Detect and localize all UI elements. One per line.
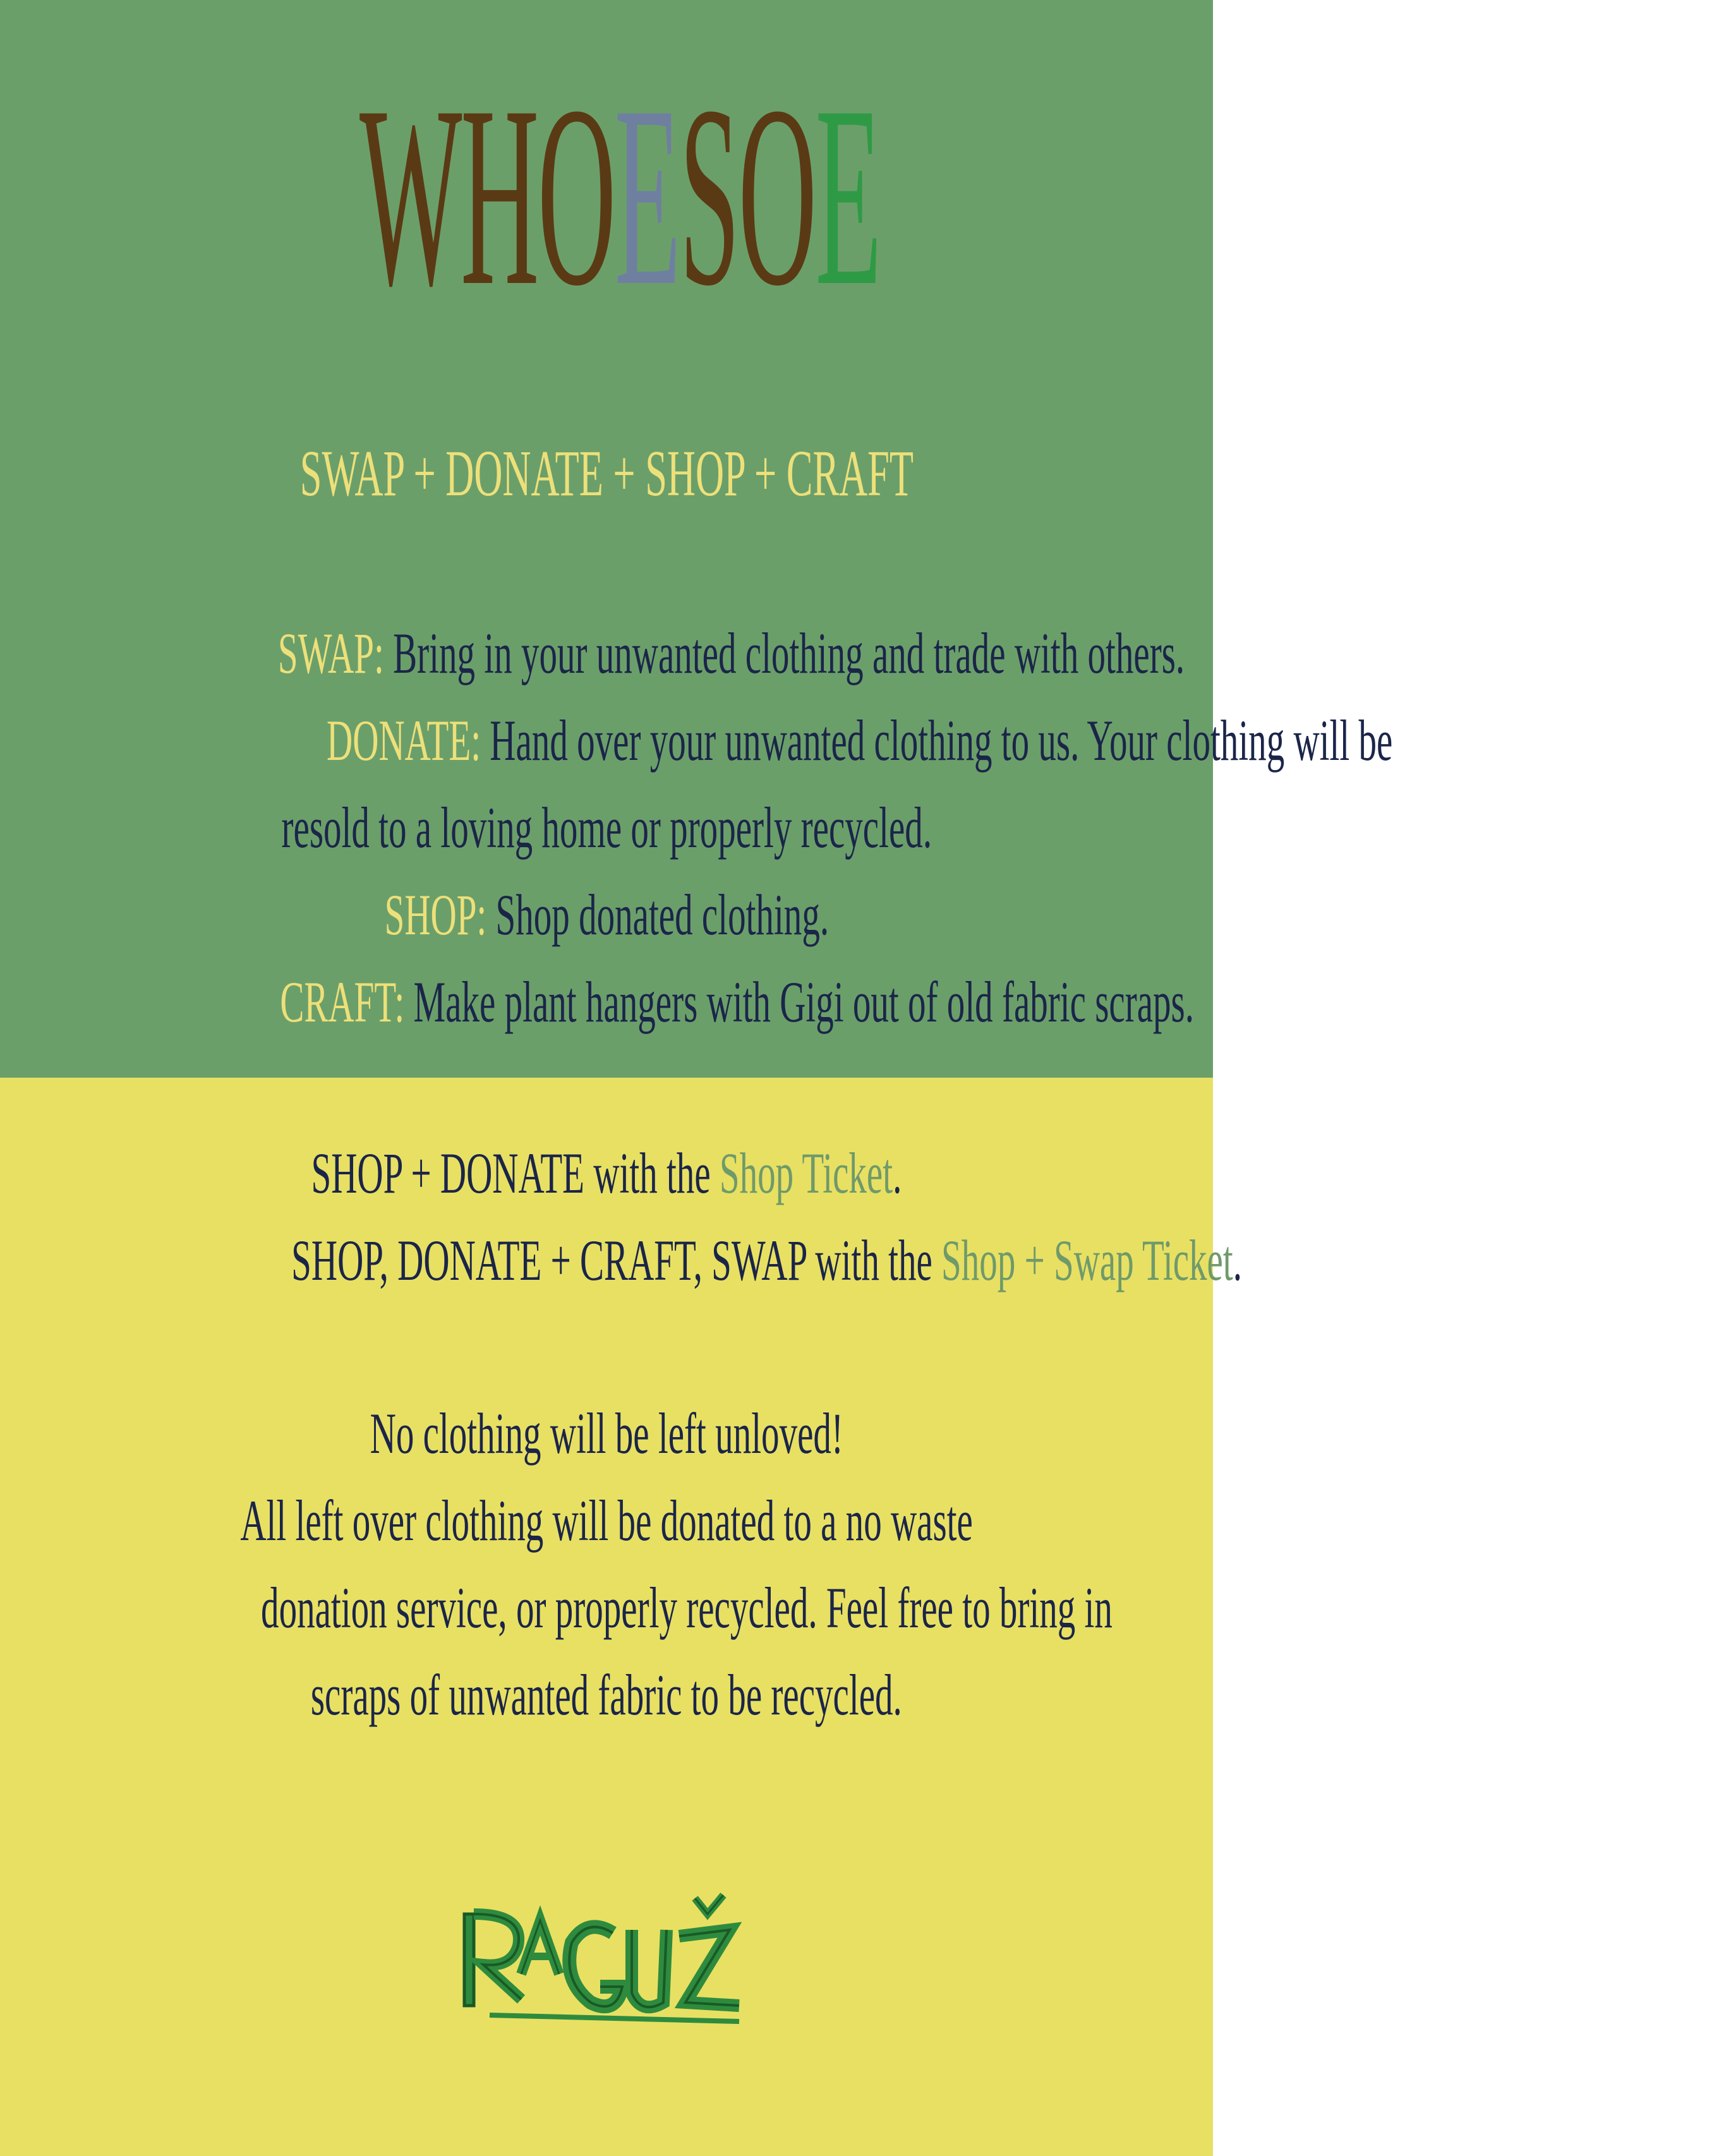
notice-text: No clothing will be left unloved!	[370, 1401, 843, 1466]
logo-letter-z	[679, 1895, 739, 2006]
activity-label: DONATE:	[327, 708, 481, 773]
ticket-prefix: SHOP + DONATE with the	[311, 1141, 720, 1205]
title-block	[0, 52, 1213, 339]
activity-label: CRAFT:	[280, 970, 405, 1034]
notice-line	[0, 1477, 1213, 1564]
raguz-logo-icon	[452, 1886, 749, 2037]
ticket-suffix: .	[1233, 1228, 1242, 1292]
logo-letter-r	[464, 1914, 521, 2006]
tagline-block	[0, 436, 1213, 512]
title-letter-h: H	[461, 52, 538, 339]
logo-letter-g	[569, 1927, 622, 2006]
title-letter-s: S	[679, 52, 739, 339]
activity-text: Hand over your unwanted clothing to us. Your clothing will be	[481, 708, 1393, 773]
logo-underline	[490, 2015, 739, 2021]
ticket-prefix: SHOP, DONATE + CRAFT, SWAP with the	[291, 1228, 942, 1292]
title-letter-w: W	[359, 52, 461, 339]
activity-craft	[0, 958, 1213, 1045]
notice-line	[0, 1390, 1213, 1477]
page-title	[359, 52, 881, 339]
ticket-line-swap	[0, 1217, 1242, 1304]
shop-ticket-link[interactable]: Shop Ticket	[719, 1141, 893, 1205]
notice-block	[0, 1390, 1213, 1738]
activity-donate-continued	[0, 784, 1213, 871]
tagline: SWAP + DONATE + SHOP + CRAFT	[299, 437, 914, 510]
activity-shop	[0, 871, 1213, 958]
logo-letter-u	[632, 1930, 666, 2007]
activity-label: SWAP:	[277, 621, 384, 685]
logo-letter-a	[521, 1920, 559, 1974]
activity-text: Make plant hangers with Gigi out of old fabric scraps.	[404, 970, 1195, 1034]
activity-swap	[0, 610, 1213, 697]
title-letter-o: O	[537, 52, 615, 339]
ticket-suffix: .	[893, 1141, 902, 1205]
title-letter-e-green: E	[815, 52, 881, 339]
top-section	[0, 0, 1393, 1078]
notice-text: scraps of unwanted fabric to be recycled.	[311, 1663, 902, 1727]
activity-text: Shop donated clothing.	[486, 882, 829, 947]
activities-list	[0, 610, 1393, 1045]
notice-line	[0, 1564, 1213, 1651]
ticket-line-shop	[0, 1129, 1213, 1217]
notice-text: All left over clothing will be donated to a no waste	[240, 1488, 973, 1553]
raguz-logo-svg	[452, 1886, 749, 2037]
notice-text: donation service, or properly recycled. Feel free to bring in	[261, 1575, 1113, 1640]
activity-donate	[0, 697, 1393, 784]
title-letter-e-slate: E	[614, 52, 680, 339]
activity-text: Bring in your unwanted clothing and trade with others.	[383, 621, 1185, 685]
shop-swap-ticket-link[interactable]: Shop + Swap Ticket	[941, 1228, 1233, 1292]
activity-text: resold to a loving home or properly recycled.	[281, 795, 932, 860]
tickets-list	[0, 1129, 1242, 1304]
notice-line	[0, 1651, 1213, 1738]
title-letter-o2: O	[738, 52, 816, 339]
activity-label: SHOP:	[384, 882, 486, 947]
